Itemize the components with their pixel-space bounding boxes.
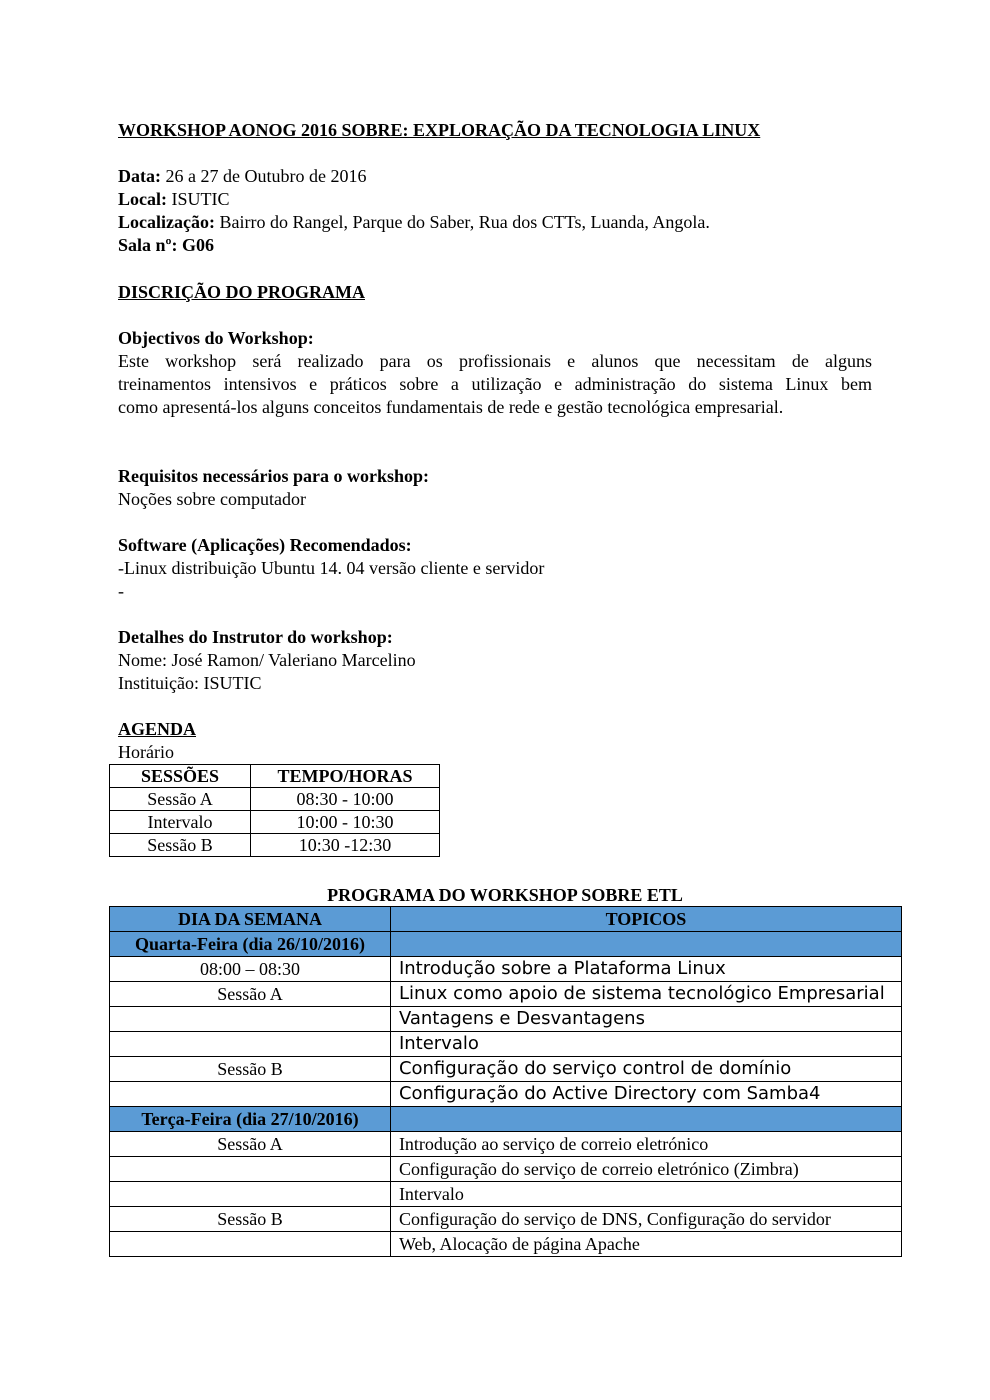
- info-local: Local: ISUTIC: [118, 189, 230, 209]
- agenda-heading: AGENDA: [118, 719, 197, 739]
- info-sala: Sala nº: G06: [118, 235, 214, 255]
- table-row: [110, 1232, 902, 1257]
- objectives-heading: Objectivos do Workshop:: [118, 328, 314, 348]
- agenda-horario: Horário: [118, 742, 174, 762]
- program-topic-cell: Configuração do serviço de correio eletrónico (Zimbra): [390, 1157, 901, 1182]
- schedule-header-row: [110, 765, 440, 788]
- program-session-cell: Sessão B: [110, 1057, 391, 1082]
- software-heading: Software (Aplicações) Recomendados:: [118, 535, 412, 555]
- instructor-heading: Detalhes do Instrutor do workshop:: [118, 627, 393, 647]
- info-date: Data: 26 a 27 de Outubro de 2016: [118, 166, 367, 186]
- instructor-section: [118, 626, 416, 695]
- program-day-empty: [390, 932, 901, 957]
- objectives-section: [118, 327, 872, 419]
- schedule-cell: Sessão A: [110, 788, 251, 811]
- table-row: [110, 1057, 902, 1082]
- program-table: [109, 906, 902, 1257]
- program-topic-cell: Linux como apoio de sistema tecnológico Empresarial: [390, 982, 901, 1007]
- program-session-cell: 08:00 – 08:30: [110, 957, 391, 982]
- table-row: [110, 1007, 902, 1032]
- program-topic-cell: Intervalo: [390, 1032, 901, 1057]
- software-line-1: -Linux distribuição Ubuntu 14. 04 versão cliente e servidor: [118, 558, 545, 578]
- program-session-cell: [110, 1032, 391, 1057]
- program-session-cell: [110, 1007, 391, 1032]
- schedule-cell: Intervalo: [110, 811, 251, 834]
- program-topic-cell: Introdução sobre a Plataforma Linux: [390, 957, 901, 982]
- instructor-institution: Instituição: ISUTIC: [118, 673, 262, 693]
- program-session-cell: Sessão A: [110, 982, 391, 1007]
- program-topic-cell: Web, Alocação de página Apache: [390, 1232, 901, 1257]
- page-title: WORKSHOP AONOG 2016 SOBRE: EXPLORAÇÃO DA TECNOLOGIA LINUX: [118, 120, 761, 140]
- program-table-title: PROGRAMA DO WORKSHOP SOBRE ETL: [327, 885, 683, 905]
- schedule-cell: 08:30 - 10:00: [251, 788, 440, 811]
- program-day-label: Terça-Feira (dia 27/10/2016): [110, 1107, 391, 1132]
- program-heading: DISCRIÇÃO DO PROGRAMA: [118, 282, 365, 302]
- software-line-2: -: [118, 581, 124, 601]
- program-day-label: Quarta-Feira (dia 26/10/2016): [110, 932, 391, 957]
- software-section: [118, 534, 544, 603]
- table-row: [110, 1207, 902, 1232]
- schedule-col-tempo: TEMPO/HORAS: [251, 765, 440, 788]
- program-topic-cell: Introdução ao serviço de correio eletrónico: [390, 1132, 901, 1157]
- table-row: [110, 1032, 902, 1057]
- table-row: [110, 834, 440, 857]
- program-col-dia: DIA DA SEMANA: [110, 907, 391, 932]
- schedule-cell: Sessão B: [110, 834, 251, 857]
- table-row: [110, 1157, 902, 1182]
- instructor-name: Nome: José Ramon/ Valeriano Marcelino: [118, 650, 416, 670]
- program-topic-cell: Configuração do serviço control de domínio: [390, 1057, 901, 1082]
- table-row: [110, 811, 440, 834]
- program-topic-cell: Configuração do serviço de DNS, Configuração do servidor: [390, 1207, 901, 1232]
- info-block: [118, 165, 710, 257]
- table-row: [110, 788, 440, 811]
- requirements-heading: Requisitos necessários para o workshop:: [118, 466, 430, 486]
- program-session-cell: [110, 1232, 391, 1257]
- table-row: [110, 1082, 902, 1107]
- program-session-cell: [110, 1182, 391, 1207]
- table-row: [110, 1182, 902, 1207]
- objectives-text: Este workshop será realizado para os profissionais e alunos que necessitam de alguns treinamentos intensivos e práticos sobre a utilização e administração do sistema Linux bem como apresentá-los alguns conceitos fundamentais de rede e gestão tecnológica empresarial.: [118, 351, 872, 417]
- info-localizacao: Localização: Bairro do Rangel, Parque do Saber, Rua dos CTTs, Luanda, Angola.: [118, 212, 710, 232]
- schedule-cell: 10:30 -12:30: [251, 834, 440, 857]
- program-topic-cell: Vantagens e Desvantagens: [390, 1007, 901, 1032]
- schedule-cell: 10:00 - 10:30: [251, 811, 440, 834]
- program-topic-cell: Intervalo: [390, 1182, 901, 1207]
- schedule-col-sessoes: SESSÕES: [110, 765, 251, 788]
- table-row: [110, 957, 902, 982]
- schedule-table: [109, 764, 440, 857]
- program-header-row: [110, 907, 902, 932]
- program-session-cell: Sessão B: [110, 1207, 391, 1232]
- program-session-cell: [110, 1082, 391, 1107]
- program-day-empty: [390, 1107, 901, 1132]
- requirements-text: Noções sobre computador: [118, 489, 306, 509]
- program-session-cell: [110, 1157, 391, 1182]
- program-col-topicos: TOPICOS: [390, 907, 901, 932]
- requirements-section: [118, 465, 429, 511]
- program-day-row: [110, 932, 902, 957]
- table-row: [110, 1132, 902, 1157]
- table-row: [110, 982, 902, 1007]
- program-topic-cell: Configuração do Active Directory com Samba4: [390, 1082, 901, 1107]
- agenda-section: [118, 718, 196, 764]
- program-session-cell: Sessão A: [110, 1132, 391, 1157]
- program-day-row: [110, 1107, 902, 1132]
